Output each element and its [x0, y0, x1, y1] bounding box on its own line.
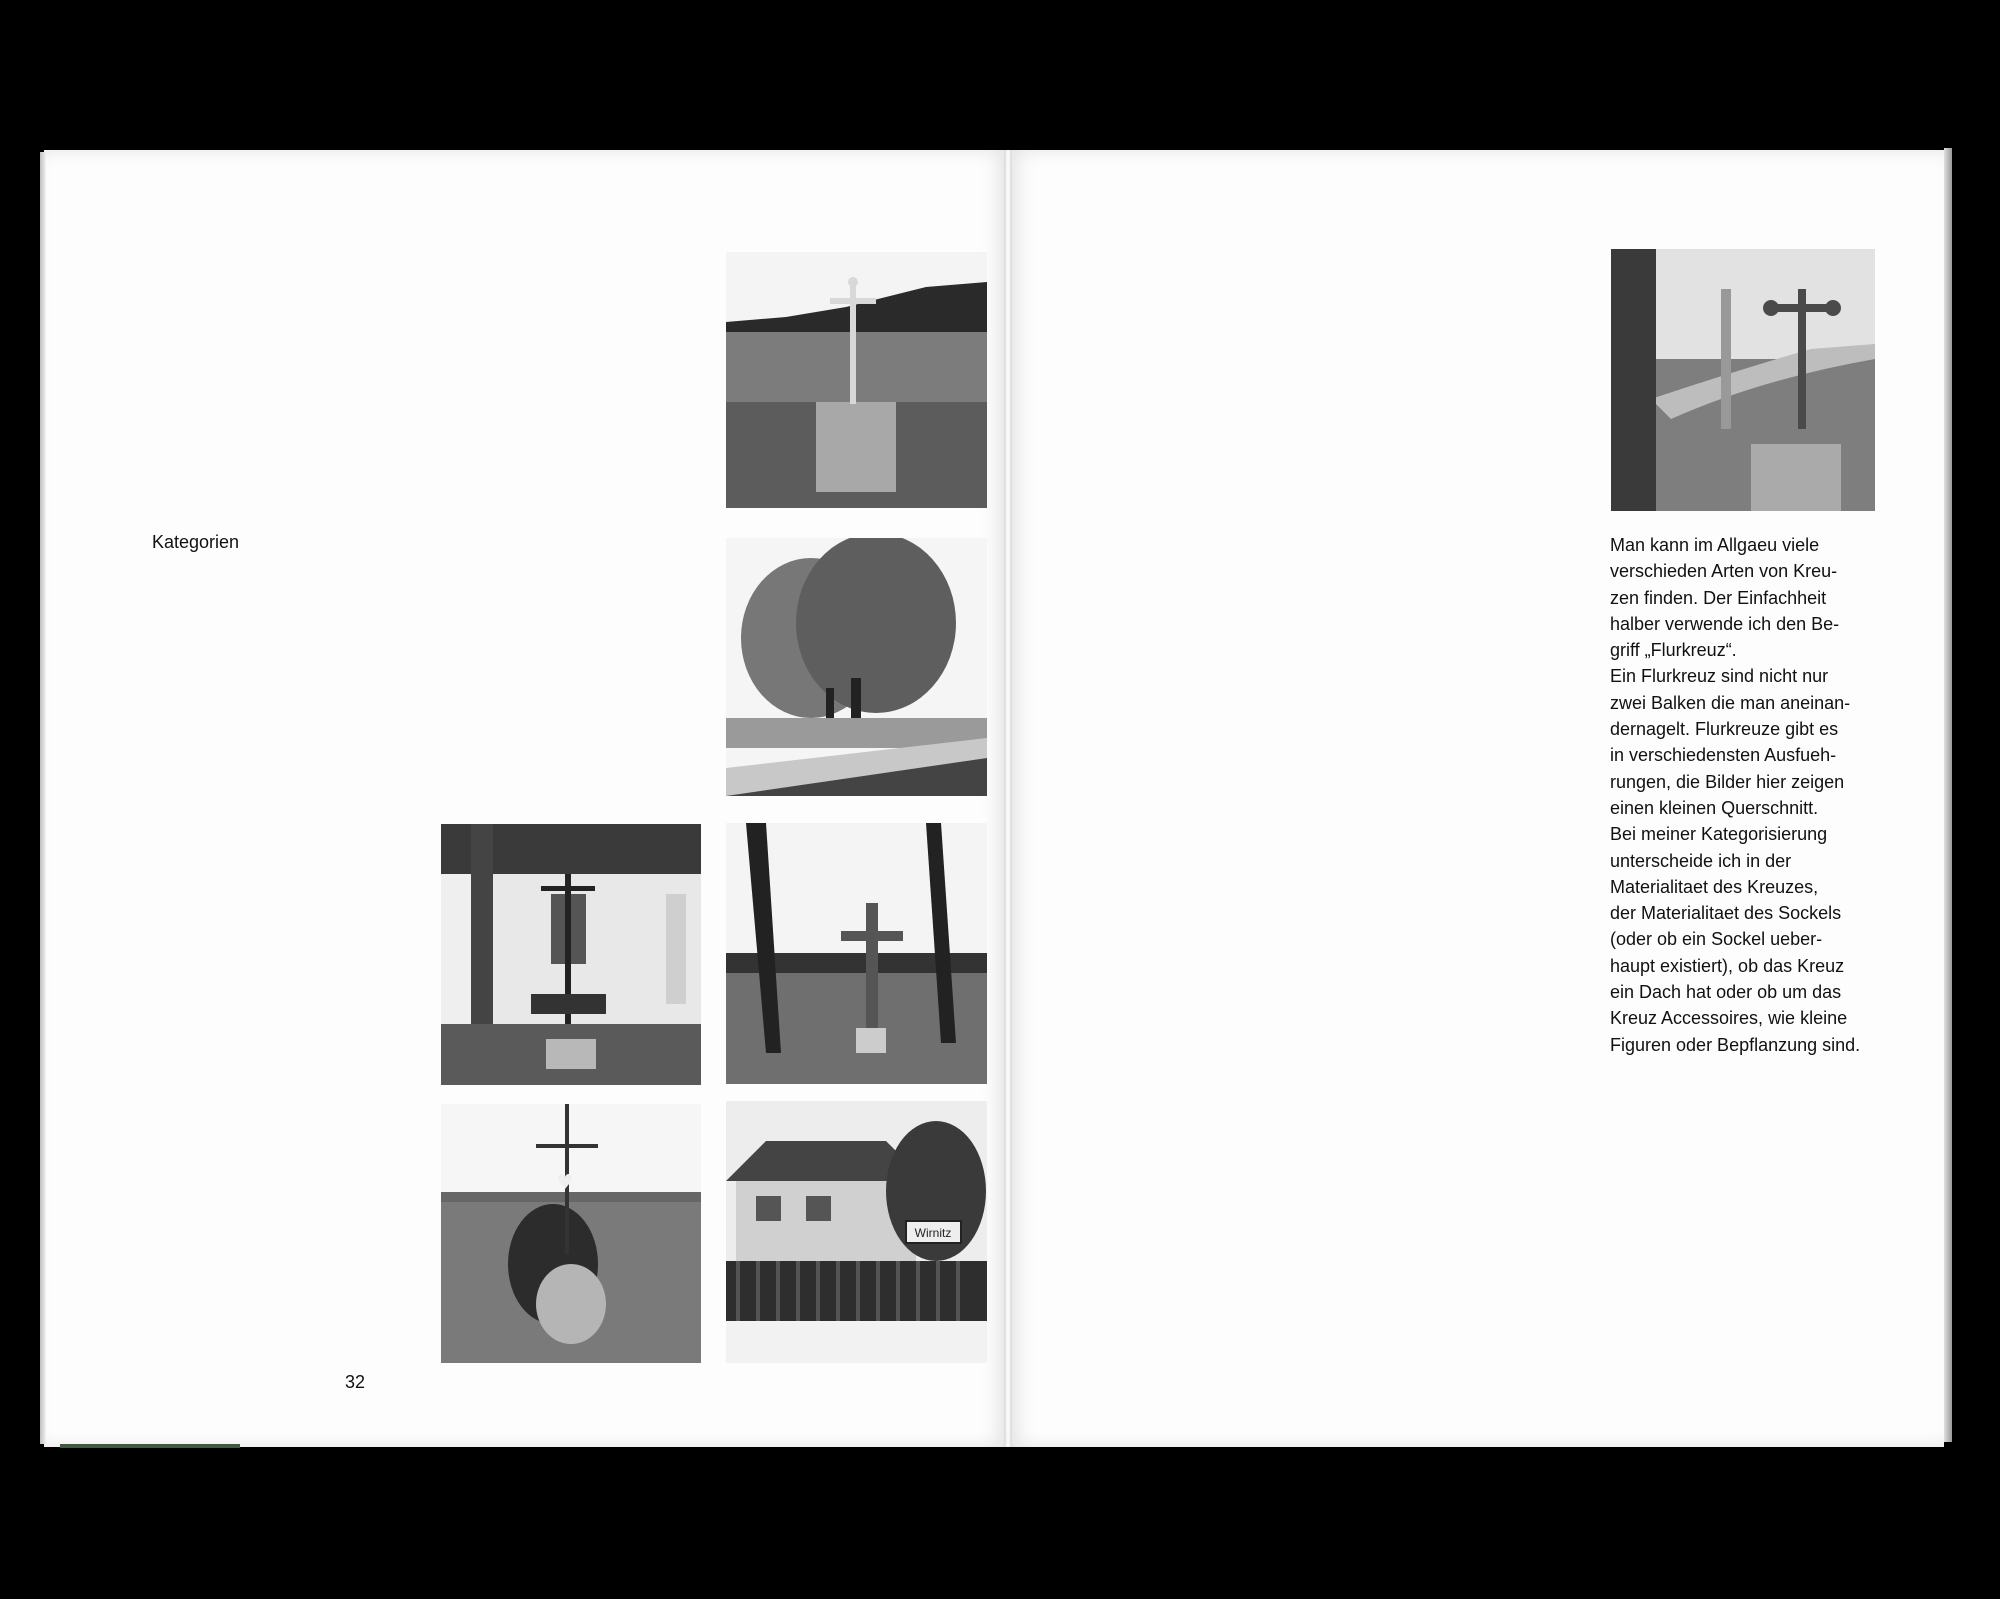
text-line: griff „Flurkreuz“.: [1610, 640, 1737, 661]
photo-stone-cross-field: [726, 252, 987, 508]
text-line: Materialitaet des Kreuzes,: [1610, 876, 1819, 897]
text-line: zen finden. Der Einfachheit: [1610, 587, 1827, 608]
photo-village-fence-sign: [726, 1101, 987, 1363]
text-line: Bei meiner Kategorisierung: [1610, 824, 1828, 845]
section-label: Kategorien: [152, 532, 240, 552]
text-line: verschieden Arten von Kreu-: [1610, 561, 1838, 582]
photo-chapel-crucifix: [441, 824, 701, 1085]
text-line: Man kann im Allgaeu viele: [1610, 535, 1820, 555]
text-line: einen kleinen Querschnitt.: [1610, 797, 1819, 818]
photo-iron-cross-heart: [441, 1104, 701, 1363]
cover-edge: [60, 1444, 240, 1448]
photo-wooden-cross-trees: [726, 823, 987, 1084]
text-line: Figuren oder Bepflanzung sind.: [1610, 1034, 1861, 1055]
text-line: (oder ob ein Sockel ueber-: [1610, 929, 1823, 950]
text-line: Ein Flurkreuz sind nicht nur: [1610, 666, 1829, 687]
book-gutter: [1004, 150, 1012, 1447]
text-line: in verschiedensten Ausfueh-: [1610, 745, 1837, 766]
left-page-edge: [40, 152, 46, 1444]
right-page-edge: [1944, 148, 1952, 1442]
text-line: ein Dach hat oder ob um das: [1610, 982, 1842, 1003]
text-line: der Materialitaet des Sockels: [1610, 903, 1842, 924]
body-paragraph: [1610, 532, 1875, 1058]
photo-trees-cross-road: [726, 538, 987, 796]
text-line: zwei Balken die man aneinan-: [1610, 692, 1851, 713]
text-line: Kreuz Accessoires, wie kleine: [1610, 1008, 1848, 1029]
text-line: unterscheide ich in der: [1610, 850, 1792, 871]
text-line: rungen, die Bilder hier zeigen: [1610, 771, 1845, 792]
page-number: 32: [345, 1372, 366, 1392]
text-line: halber verwende ich den Be-: [1610, 613, 1840, 634]
text-line: haupt existiert), ob das Kreuz: [1610, 955, 1845, 976]
text-line: dernagelt. Flurkreuze gibt es: [1610, 719, 1839, 740]
village-sign-label: Wirnitz: [914, 1226, 952, 1240]
photo-crucifix-pedestal-path: [1611, 249, 1875, 511]
